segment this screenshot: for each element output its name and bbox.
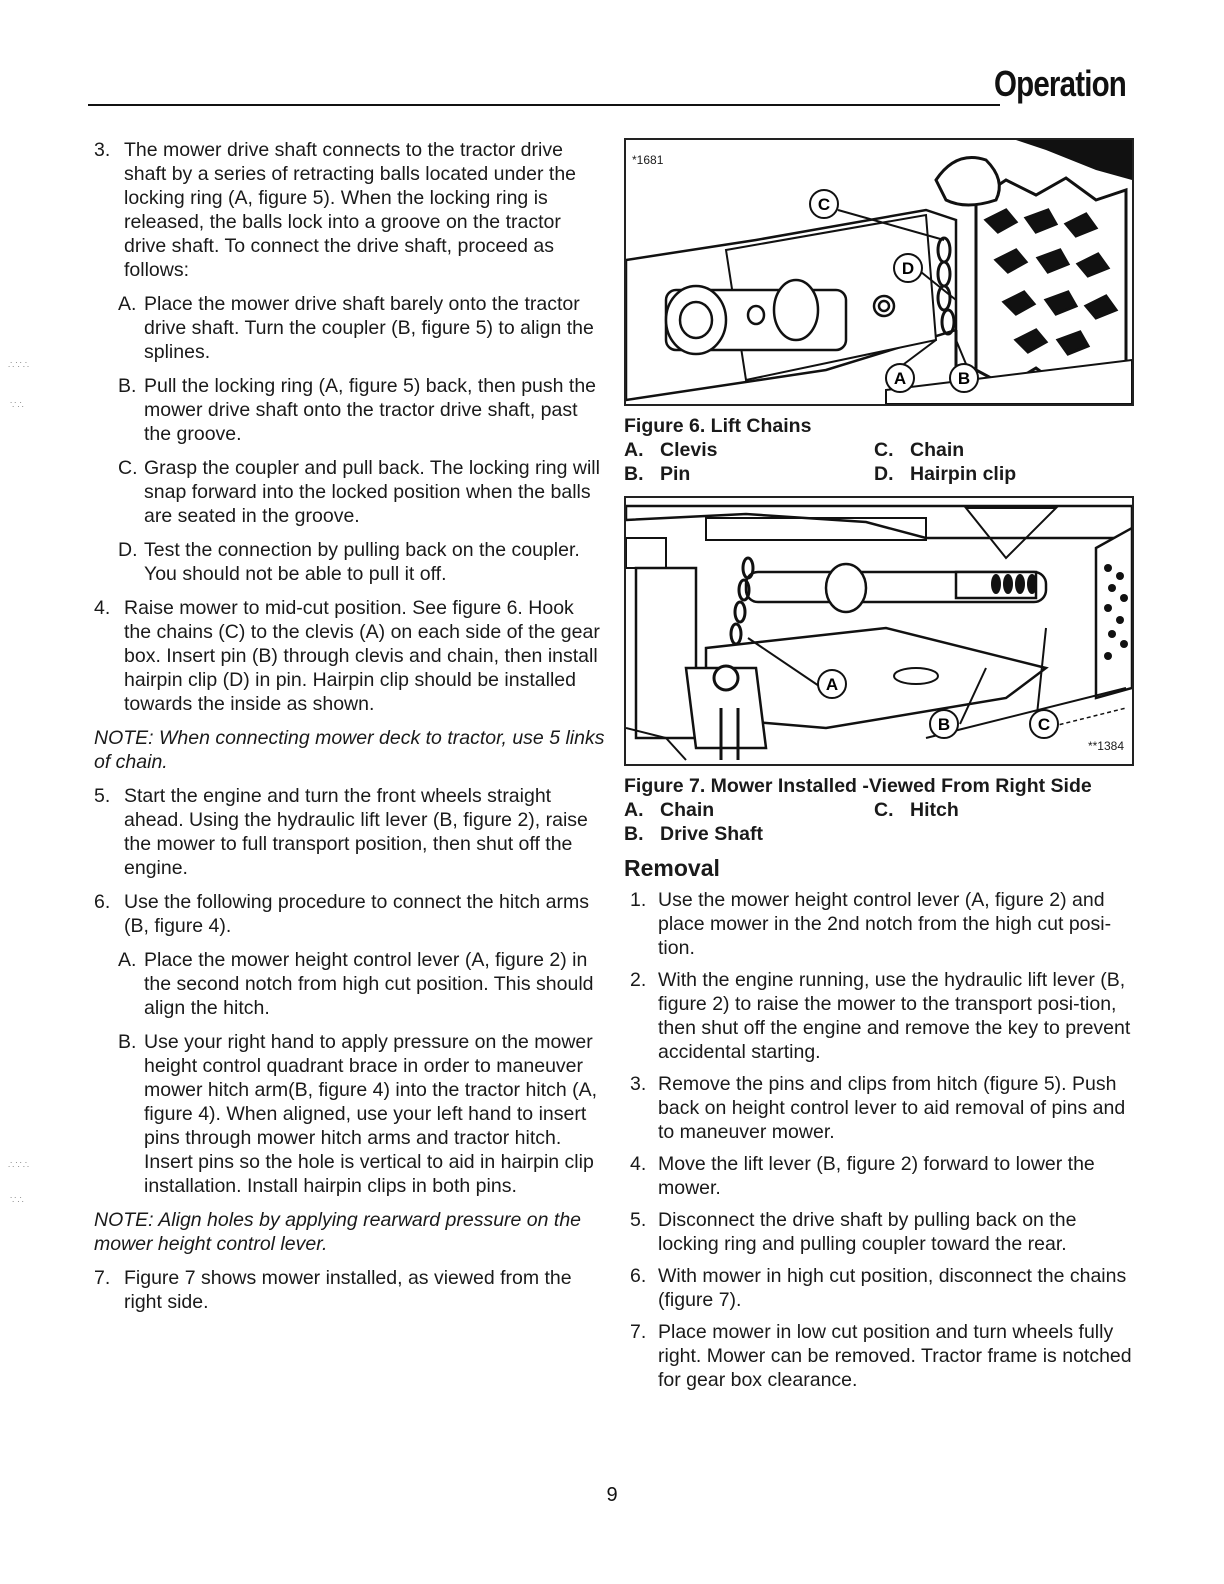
scan-speck: ∴∵∴ (8, 1160, 31, 1171)
substep-6a (118, 948, 606, 1020)
svg-text:C: C (817, 195, 831, 214)
step-number: 7. (94, 1267, 111, 1289)
substep-text: Test the connection by pulling back on the coupler. You should not be able to pull it off. (144, 539, 580, 585)
substep-letter: C. (118, 457, 138, 479)
page-number: 9 (606, 1484, 618, 1506)
legend-item: D. Hairpin clip (874, 463, 1017, 485)
legend-item: C. Chain (874, 439, 965, 461)
step-number: 3. (630, 1073, 647, 1095)
step-text: Disconnect the drive shaft by pulling back on the locking ring and pulling coupler toward the rear. (658, 1209, 1077, 1255)
legend-item: A. Clevis (624, 439, 718, 461)
step-number: 6. (94, 891, 111, 913)
substep-text: Grasp the coupler and pull back. The locking ring will snap forward into the locked position when the balls are seated in the groove. (144, 457, 600, 527)
figure-7-illustration (624, 496, 1134, 766)
svg-text:A: A (825, 675, 839, 694)
svg-text:B: B (937, 715, 951, 734)
substep-3d (118, 538, 606, 586)
removal-step-1 (624, 888, 1134, 960)
step-text: Remove the pins and clips from hitch (figure 5). Push back on height control lever to aid removal of pins and to maneuver mower. (658, 1073, 1126, 1143)
step-text: Move the lift lever (B, figure 2) forward to lower the mower. (658, 1153, 1095, 1199)
removal-heading: Removal (624, 855, 720, 881)
left-column (94, 138, 606, 1324)
step-number: 3. (94, 139, 111, 161)
substep-text: Place the mower height control lever (A, figure 2) in the second notch from high cut position. This should align the hitch. (144, 949, 594, 1019)
step-number: 6. (630, 1265, 647, 1287)
step-number: 4. (630, 1153, 647, 1175)
scan-speck: ∵∴ (10, 1195, 25, 1206)
callout-c (1030, 710, 1058, 738)
step-number: 2. (630, 969, 647, 991)
step-6 (94, 890, 606, 938)
step-number: 4. (94, 597, 111, 619)
substep-3a (118, 292, 606, 364)
step-7 (94, 1266, 606, 1314)
substep-6b (118, 1030, 606, 1198)
step-3 (94, 138, 606, 282)
svg-text:D: D (901, 259, 915, 278)
right-column (624, 138, 1134, 1400)
substep-3c (118, 456, 606, 528)
substep-letter: B. (118, 1031, 137, 1053)
step-5 (94, 784, 606, 880)
removal-step-2 (624, 968, 1134, 1064)
substep-letter: B. (118, 375, 137, 397)
substep-text: Pull the locking ring (A, figure 5) back, then push the mower drive shaft onto the tractor drive shaft, past the groove. (144, 375, 597, 445)
figure-6-id: *1681 (632, 153, 664, 167)
legend-item: B. Pin (624, 463, 691, 485)
step-number: 7. (630, 1321, 647, 1343)
removal-step-3 (624, 1072, 1134, 1144)
callout-a (818, 670, 846, 698)
callout-d (894, 254, 922, 282)
svg-text:B: B (957, 369, 971, 388)
figure-7-caption: Figure 7. Mower Installed -Viewed From Right Side (624, 775, 1092, 797)
figure-6-caption: Figure 6. Lift Chains (624, 415, 812, 437)
substep-3b (118, 374, 606, 446)
step-text: With the engine running, use the hydraulic lift lever (B, figure 2) to raise the mower to the transport posi-tion, then shut off the engine and remove the key to prevent accidental starting. (658, 969, 1131, 1063)
step-text: Raise mower to mid-cut position. See figure 6. Hook the chains (C) to the clevis (A) on each side of the gear box. Insert pin (B) through clevis and chain, then install hairpin clip (D) in pin. Hairpin clip should be installed towards the inside as shown. (124, 597, 600, 715)
step-text: Place mower in low cut position and turn wheels fully right. Mower can be removed. Tractor frame is notched for gear box clearance. (658, 1321, 1132, 1391)
header-rule (88, 104, 1000, 106)
legend-item: C. Hitch (874, 799, 959, 821)
step-number: 5. (630, 1209, 647, 1231)
note-align-holes: NOTE: Align holes by applying rearward pressure on the mower height control lever. (94, 1209, 582, 1255)
legend-item (874, 822, 1124, 846)
substep-letter: D. (118, 539, 138, 561)
step-text: With mower in high cut position, disconnect the chains (figure 7). (658, 1265, 1127, 1311)
section-header-title: Operation (993, 63, 1126, 104)
callout-b (950, 364, 978, 392)
substep-text: Use your right hand to apply pressure on the mower height control quadrant brace in order to maneuver mower hitch arm(B, figure 4) into the tractor hitch (A, figure 4). When aligned, use your left hand to insert pins through mower hitch arms and tractor hitch. Insert pins so the hole is vertical to aid in hairpin clip installation. Install hairpin clips in both pins. (144, 1031, 597, 1197)
substep-letter: A. (118, 949, 137, 971)
step-text: Use the following procedure to connect the hitch arms (B, figure 4). (124, 891, 590, 937)
legend-item: A. Chain (624, 799, 715, 821)
note-chain-links: NOTE: When connecting mower deck to tractor, use 5 links of chain. (94, 727, 605, 773)
step-number: 1. (630, 889, 647, 911)
legend-item: B. Drive Shaft (624, 823, 763, 845)
figure-6-legend (624, 438, 1134, 486)
lift-chains-drawing (626, 140, 1132, 404)
removal-step-6 (624, 1264, 1134, 1312)
svg-text:C: C (1037, 715, 1051, 734)
step-text: Use the mower height control lever (A, figure 2) and place mower in the 2nd notch from the high cut posi-tion. (658, 889, 1112, 959)
callout-c (810, 190, 838, 218)
scan-speck: ∴∵∴ (8, 360, 31, 371)
removal-step-4 (624, 1152, 1134, 1200)
figure-7-legend (624, 798, 1134, 846)
figure-7-id: **1384 (1087, 739, 1124, 753)
step-4 (94, 596, 606, 716)
removal-step-5 (624, 1208, 1134, 1256)
step-text: Figure 7 shows mower installed, as viewed from the right side. (124, 1267, 572, 1313)
removal-step-7 (624, 1320, 1134, 1392)
svg-text:A: A (893, 369, 907, 388)
figure-6-illustration (624, 138, 1134, 406)
step-text: Start the engine and turn the front wheels straight ahead. Using the hydraulic lift lever (B, figure 2), raise the mower to full transport position, then shut off the engine. (124, 785, 588, 879)
step-text: The mower drive shaft connects to the tractor drive shaft by a series of retracting balls located under the locking ring (A, figure 5). When the locking ring is released, the balls lock into a groove on the tractor drive shaft. To connect the drive shaft, proceed as follows: (124, 139, 577, 281)
scan-speck: ∵∴ (10, 400, 25, 411)
callout-b (930, 710, 958, 738)
substep-text: Place the mower drive shaft barely onto the tractor drive shaft. Turn the coupler (B, figure 5) to align the splines. (144, 293, 594, 363)
mower-installed-drawing (626, 498, 1132, 764)
callout-a (886, 364, 914, 392)
substep-letter: A. (118, 293, 137, 315)
step-number: 5. (94, 785, 111, 807)
